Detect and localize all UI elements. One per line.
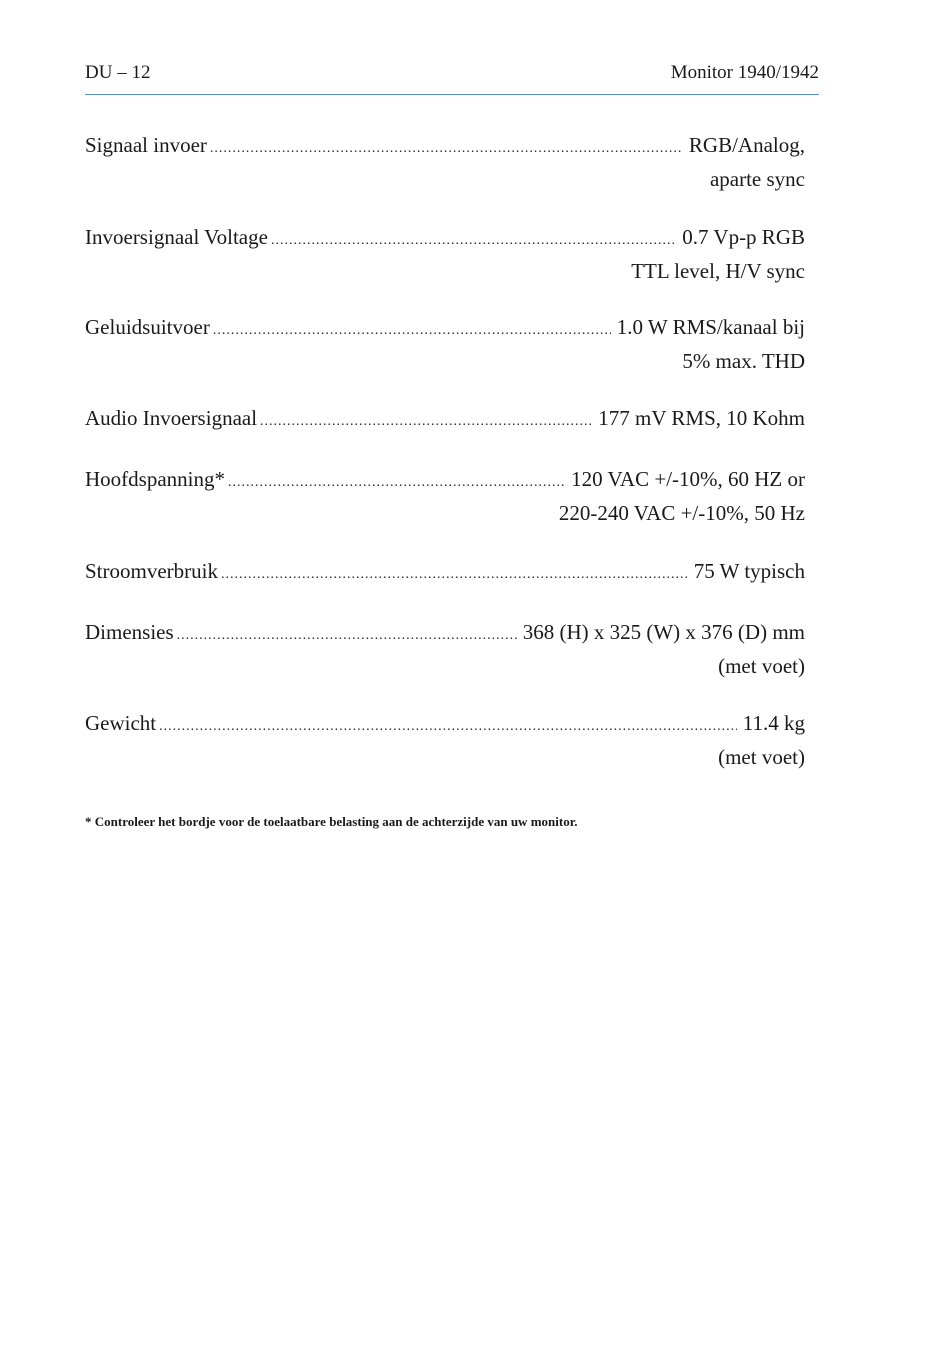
spec-label: Dimensies (85, 620, 174, 644)
spec-label: Stroomverbruik (85, 559, 218, 583)
dot-leader (271, 226, 676, 256)
spec-label: Geluidsuitvoer (85, 315, 210, 339)
spec-value-continued: (met voet) (718, 745, 805, 769)
spec-signaal-invoer (85, 130, 805, 194)
spec-value: RGB/Analog, (688, 133, 805, 157)
dot-leader (228, 468, 565, 498)
spec-value-continued: (met voet) (718, 654, 805, 678)
spec-label: Hoofdspanning* (85, 467, 225, 491)
spec-value: 0.7 Vp-p RGB (682, 225, 805, 249)
spec-label: Audio Invoersignaal (85, 406, 258, 430)
spec-stroomverbruik (85, 556, 805, 590)
dot-leader (260, 407, 592, 437)
dot-leader (159, 712, 737, 742)
page-number: DU – 12 (85, 62, 151, 83)
dot-leader (213, 316, 611, 346)
spec-value: 177 mV RMS, 10 Kohm (598, 406, 805, 430)
spec-value-continued: 220-240 VAC +/-10%, 50 Hz (558, 501, 805, 525)
spec-hoofdspanning (85, 464, 805, 528)
spec-invoersignaal-voltage (85, 222, 805, 286)
spec-value: 368 (H) x 325 (W) x 376 (D) mm (522, 620, 805, 644)
header-rule (85, 94, 819, 95)
spec-audio-invoersignaal (85, 403, 805, 437)
page-header (85, 62, 819, 88)
spec-label: Gewicht (85, 711, 157, 735)
spec-value: 120 VAC +/-10%, 60 HZ or (571, 467, 805, 491)
spec-value-continued: 5% max. THD (682, 349, 805, 373)
footnote: * Controleer het bordje voor de toelaatbare belasting aan de achterzijde van uw monitor. (85, 814, 578, 829)
spec-label: Signaal invoer (85, 133, 207, 157)
spec-dimensies (85, 617, 805, 681)
spec-value: 11.4 kg (742, 711, 805, 735)
dot-leader (210, 134, 683, 164)
spec-gewicht (85, 708, 805, 772)
spec-geluidsuitvoer (85, 312, 805, 376)
spec-value-continued: TTL level, H/V sync (631, 259, 805, 283)
spec-value-continued: aparte sync (709, 167, 805, 191)
spec-value: 1.0 W RMS/kanaal bij (616, 315, 805, 339)
spec-value: 75 W typisch (693, 559, 805, 583)
product-model: Monitor 1940/1942 (670, 62, 819, 83)
spec-label: Invoersignaal Voltage (85, 225, 268, 249)
dot-leader (221, 560, 688, 590)
dot-leader (177, 621, 517, 651)
